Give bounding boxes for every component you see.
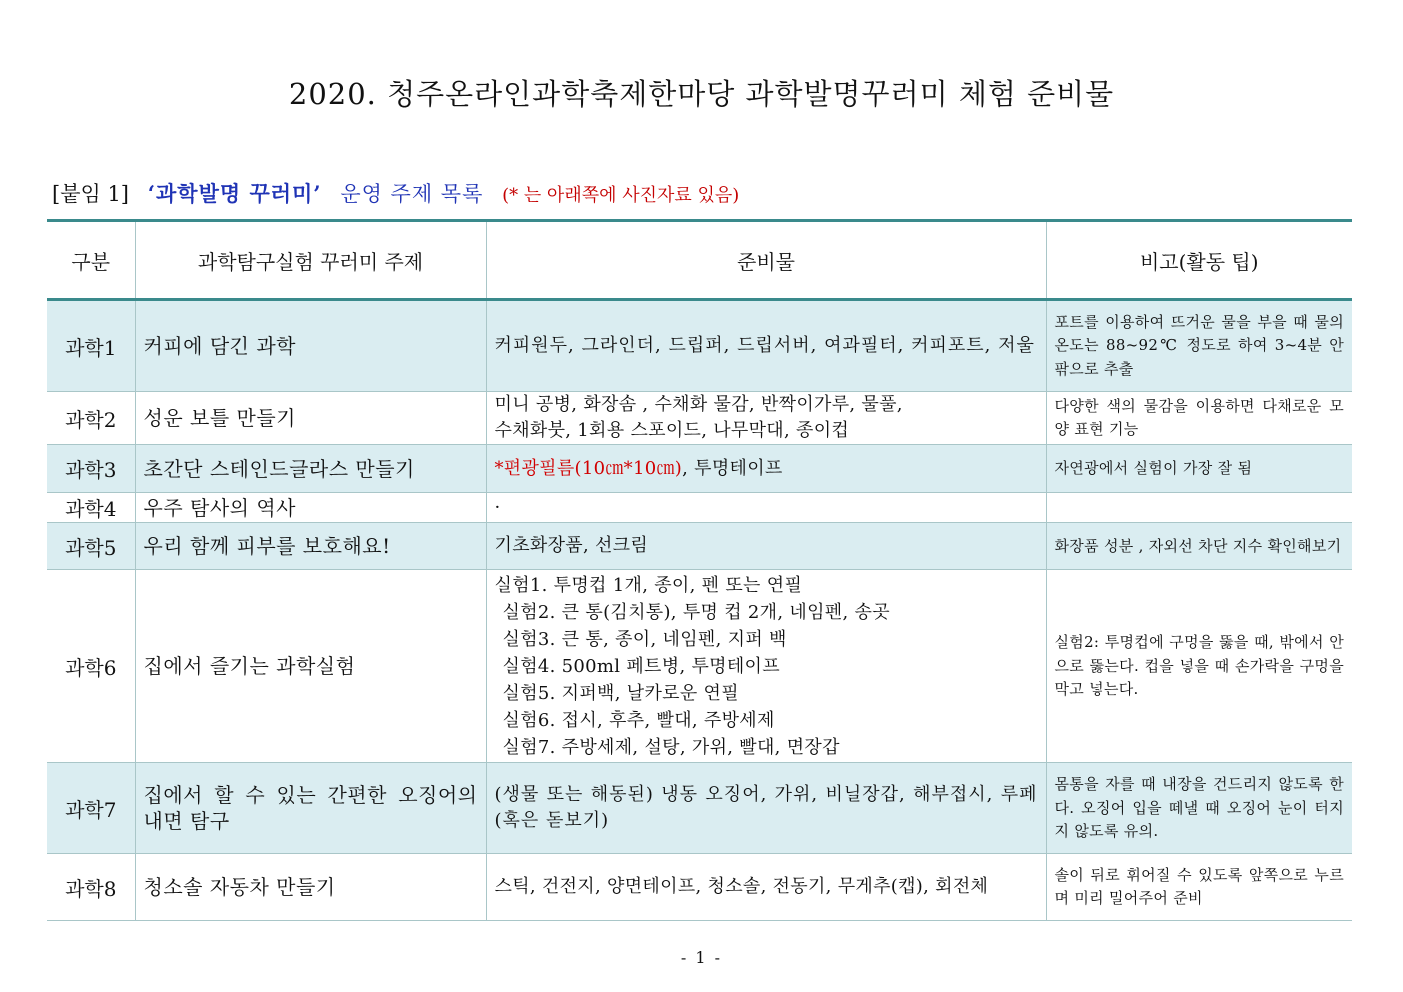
photo-note: (* 는 아래쪽에 사진자료 있음) xyxy=(502,185,740,206)
row-tip: 솔이 뒤로 휘어질 수 있도록 앞쪽으로 누르며 미리 밀어주어 준비 xyxy=(1046,854,1352,921)
row-category: 과학5 xyxy=(47,523,135,570)
row-tip: 다양한 색의 물감을 이용하면 다채로운 모양 표현 기능 xyxy=(1046,392,1352,445)
row-topic: 우주 탐사의 역사 xyxy=(135,493,486,523)
materials-line: 실험5. 지퍼백, 날카로운 연필 xyxy=(502,682,739,704)
attachment-topic: ‘과학발명 꾸러미’ xyxy=(147,181,322,206)
row-topic: 청소솔 자동차 만들기 xyxy=(135,854,486,921)
table-row xyxy=(47,523,1352,570)
row-materials xyxy=(486,763,1046,854)
header-topic: 과학탐구실험 꾸러미 주제 xyxy=(135,221,486,300)
attachment-subtitle xyxy=(52,178,1352,208)
materials-line: 실험1. 투명컵 1개, 종이, 펜 또는 연필 xyxy=(494,574,803,596)
materials-line: 미니 공병, 화장솜 , 수채화 물감, 반짝이가루, 물풀, xyxy=(494,394,903,415)
row-topic: 성운 보틀 만들기 xyxy=(135,392,486,445)
row-materials xyxy=(486,493,1046,523)
table-row xyxy=(47,854,1352,921)
materials-line: 실험3. 큰 통, 종이, 네임펜, 지퍼 백 xyxy=(502,628,787,650)
table-row xyxy=(47,763,1352,854)
row-category: 과학7 xyxy=(47,763,135,854)
header-materials: 준비물 xyxy=(486,221,1046,300)
row-category: 과학2 xyxy=(47,392,135,445)
materials-line: 실험6. 접시, 후추, 빨대, 주방세제 xyxy=(502,709,775,731)
materials-line: 스틱, 건전지, 양면테이프, 청소솔, 전동기, 무게추(캡), 회전체 xyxy=(494,876,989,898)
row-materials xyxy=(486,445,1046,493)
row-category: 과학4 xyxy=(47,493,135,523)
table-header-row xyxy=(47,221,1352,300)
header-tip: 비고(활동 팁) xyxy=(1046,221,1352,300)
materials-highlight: *편광필름(10㎝*10㎝) xyxy=(494,457,683,479)
row-topic: 집에서 할 수 있는 간편한 오징어의 내면 탐구 xyxy=(135,763,486,854)
row-materials xyxy=(486,392,1046,445)
materials-rest: , 투명테이프 xyxy=(682,457,783,479)
row-topic: 우리 함께 피부를 보호해요! xyxy=(135,523,486,570)
row-materials xyxy=(486,854,1046,921)
row-tip: 자연광에서 실험이 가장 잘 됨 xyxy=(1046,445,1352,493)
row-materials xyxy=(486,570,1046,763)
materials-line: 실험4. 500ml 페트병, 투명테이프 xyxy=(502,655,780,677)
page-number: - 1 - xyxy=(680,948,723,967)
topics-table xyxy=(47,219,1352,921)
page-title: 2020. 청주온라인과학축제한마당 과학발명꾸러미 체험 준비물 xyxy=(288,77,1115,111)
table-row xyxy=(47,300,1352,392)
row-tip: 화장품 성분 , 자외선 차단 지수 확인해보기 xyxy=(1046,523,1352,570)
materials-line: 수채화붓, 1회용 스포이드, 나무막대, 종이컵 xyxy=(494,420,850,442)
row-category: 과학6 xyxy=(47,570,135,763)
attachment-list-title: 운영 주제 목록 xyxy=(340,182,484,206)
row-category: 과학3 xyxy=(47,445,135,493)
row-materials xyxy=(486,300,1046,392)
row-category: 과학8 xyxy=(47,854,135,921)
materials-line: 커피원두, 그라인더, 드립퍼, 드립서버, 여과필터, 커피포트, 저울 xyxy=(494,334,1035,356)
table-row xyxy=(47,570,1352,763)
row-category: 과학1 xyxy=(47,300,135,392)
materials-line: 실험7. 주방세제, 설탕, 가위, 빨대, 면장갑 xyxy=(502,736,840,758)
row-tip xyxy=(1046,493,1352,523)
row-materials xyxy=(486,523,1046,570)
row-tip: 포트를 이용하여 뜨거운 물을 부을 때 물의 온도는 88~92℃ 정도로 하여 3~4분 안팎으로 추출 xyxy=(1046,300,1352,392)
table-row xyxy=(47,493,1352,523)
materials-line: 실험2. 큰 통(김치통), 투명 컵 2개, 네임펜, 송곳 xyxy=(502,601,890,623)
row-tip: 몸통을 자를 때 내장을 건드리지 않도록 한다. 오징어 입을 떼낼 때 오징어 눈이 터지지 않도록 유의. xyxy=(1046,763,1352,854)
materials-line: (생물 또는 해동된) 냉동 오징어, 가위, 비닐장갑, 해부접시, 루페(혹은 돋보기) xyxy=(494,784,1038,832)
table-row xyxy=(47,445,1352,493)
row-tip: 실험2: 투명컵에 구멍을 뚫을 때, 밖에서 안으로 뚫는다. 컵을 넣을 때 손가락을 구멍을 막고 넣는다. xyxy=(1046,570,1352,763)
row-topic: 커피에 담긴 과학 xyxy=(135,300,486,392)
header-category: 구분 xyxy=(47,221,135,300)
row-topic: 초간단 스테인드글라스 만들기 xyxy=(135,445,486,493)
materials-line: · xyxy=(494,496,501,518)
row-topic: 집에서 즐기는 과학실험 xyxy=(135,570,486,763)
table-row xyxy=(47,392,1352,445)
attachment-label: [붙임 1] xyxy=(52,182,129,206)
materials-line: 기초화장품, 선크림 xyxy=(494,535,649,557)
